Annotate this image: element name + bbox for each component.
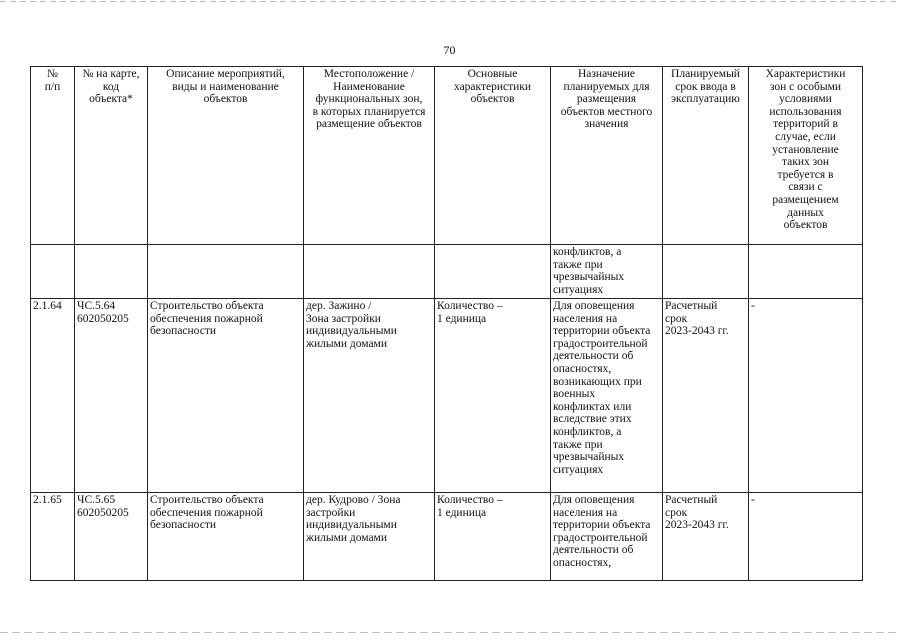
text-line: случае, если [775, 130, 836, 143]
text-line: Планируемый [671, 68, 740, 80]
row-zones: - [749, 299, 863, 493]
text-line: конфликтов, а [553, 246, 622, 258]
text-line: размещения [576, 93, 637, 106]
text-line: код [102, 80, 120, 93]
row-term [663, 299, 749, 493]
text-line: Для оповещения [553, 494, 635, 506]
text-line: также при [553, 438, 603, 451]
table-row [31, 299, 863, 493]
text-line: индивидуальными [306, 325, 397, 338]
header-characteristics [435, 67, 551, 245]
text-line: индивидуальными [306, 519, 397, 532]
text-line: чрезвычайных [553, 451, 625, 464]
text-line: значения [584, 118, 629, 131]
row-description [148, 299, 304, 493]
cont-location [304, 245, 435, 299]
text-line: населения на [553, 506, 618, 519]
text-line: дер. Зажино / [306, 300, 372, 312]
text-line: ЧС.5.65 [77, 494, 116, 506]
text-line: Строительство объекта [150, 494, 264, 506]
row-location [304, 493, 435, 581]
text-line: Количество – [437, 494, 503, 506]
text-line: требуется в [777, 168, 834, 181]
header-code [75, 67, 148, 245]
header-purpose [551, 67, 663, 245]
row-purpose [551, 299, 663, 493]
row-num: 2.1.65 [31, 493, 75, 581]
text-line: обеспечения пожарной [150, 312, 263, 325]
row-code [75, 299, 148, 493]
text-line: в которых планируется [312, 105, 426, 118]
row-num: 2.1.64 [31, 299, 75, 493]
text-line: ситуациях [553, 463, 604, 476]
text-line: размещением [772, 193, 839, 206]
text-line: безопасности [150, 519, 217, 532]
text-line: функциональных зон, [315, 93, 423, 106]
text-line: градостроительной [553, 337, 648, 350]
text-line: Для оповещения [553, 300, 635, 312]
page-number: 70 [443, 43, 456, 57]
text-line: Местоположение / [323, 68, 415, 80]
text-line: объектов [470, 93, 515, 106]
text-line: характеристики [453, 80, 532, 93]
text-line: связи с [788, 181, 823, 194]
text-line: эксплуатацию [671, 93, 740, 106]
text-line: Расчетный [665, 300, 718, 312]
text-line: Наименование [333, 80, 405, 93]
text-line: 1 единица [437, 312, 487, 325]
text-line: Строительство объекта [150, 300, 264, 312]
text-line: конфликтов, а [553, 425, 622, 438]
text-line: Описание мероприятий, [166, 68, 285, 80]
text-line: 2023-2043 гг. [665, 325, 729, 338]
cont-code [75, 245, 148, 299]
scan-edge-top [0, 1, 899, 2]
text-line: населения на [553, 312, 618, 325]
text-line: 602050205 [77, 312, 129, 325]
text-line: установление [772, 143, 839, 156]
text-line: Зона застройки [306, 312, 381, 325]
text-line: № [47, 68, 58, 80]
header-description [148, 67, 304, 245]
cont-term [663, 245, 749, 299]
text-line: территорий в [773, 118, 838, 131]
header-num [31, 67, 75, 245]
text-line: использования [769, 105, 842, 118]
text-line: деятельности об [553, 350, 634, 363]
text-line: чрезвычайных [553, 271, 625, 284]
row-code [75, 493, 148, 581]
text-line: условиями [779, 93, 832, 106]
text-line: жилыми домами [306, 337, 387, 350]
text-line: также при [553, 258, 603, 271]
row-zones: - [749, 493, 863, 581]
text-line: обеспечения пожарной [150, 506, 263, 519]
continuation-row [31, 245, 863, 299]
row-characteristics [435, 493, 551, 581]
header-term [663, 67, 749, 245]
text-line: дер. Кудрово / Зона [306, 494, 401, 506]
text-line: данных [787, 206, 824, 219]
table-row [31, 493, 863, 581]
text-line: территории объекта [553, 519, 651, 532]
row-location [304, 299, 435, 493]
cont-purpose [551, 245, 663, 299]
text-line: ситуациях [553, 283, 604, 296]
text-line: жилыми домами [306, 531, 387, 544]
header-row [31, 67, 863, 245]
text-line: Характеристики [765, 68, 846, 80]
text-line: опасностях, [553, 556, 612, 569]
text-line: зон с особыми [769, 80, 842, 93]
header-zones [749, 67, 863, 245]
cont-zones [749, 245, 863, 299]
text-line: застройки [306, 506, 356, 519]
text-line: Назначение [577, 68, 636, 80]
text-line: ЧС.5.64 [77, 300, 116, 312]
cont-num [31, 245, 75, 299]
text-line: размещение объектов [316, 118, 422, 131]
text-line: деятельности об [553, 544, 634, 557]
text-line: срок ввода в [675, 80, 736, 93]
cont-characteristics [435, 245, 551, 299]
text-line: срок [665, 506, 688, 519]
text-line: возникающих при [553, 375, 642, 388]
text-line: территории объекта [553, 325, 651, 338]
text-line: срок [665, 312, 688, 325]
row-term [663, 493, 749, 581]
text-line: таких зон [781, 156, 830, 169]
text-line: военных [553, 388, 596, 401]
text-line: Расчетный [665, 494, 718, 506]
scan-edge-bottom [0, 632, 899, 633]
planning-table [30, 66, 863, 581]
row-description [148, 493, 304, 581]
text-line: п/п [44, 80, 61, 93]
text-line: Основные [467, 68, 518, 80]
header-location [304, 67, 435, 245]
text-line: безопасности [150, 325, 217, 338]
text-line: опасностях, [553, 362, 612, 375]
row-purpose [551, 493, 663, 581]
text-line: виды и наименование [172, 80, 279, 93]
text-line: градостроительной [553, 531, 648, 544]
cont-description [148, 245, 304, 299]
text-line: вследствие этих [553, 413, 632, 426]
text-line: планируемых для [563, 80, 650, 93]
text-line: 2023-2043 гг. [665, 519, 729, 532]
row-characteristics [435, 299, 551, 493]
text-line: № на карте, [82, 68, 140, 80]
text-line: объектов местного [560, 105, 653, 118]
text-line: 602050205 [77, 506, 129, 519]
text-line: объектов [203, 93, 248, 106]
text-line: объектов [783, 219, 828, 232]
text-line: конфликтах или [553, 400, 632, 413]
text-line: 1 единица [437, 506, 487, 519]
text-line: Количество – [437, 300, 503, 312]
text-line: объекта* [89, 93, 133, 106]
